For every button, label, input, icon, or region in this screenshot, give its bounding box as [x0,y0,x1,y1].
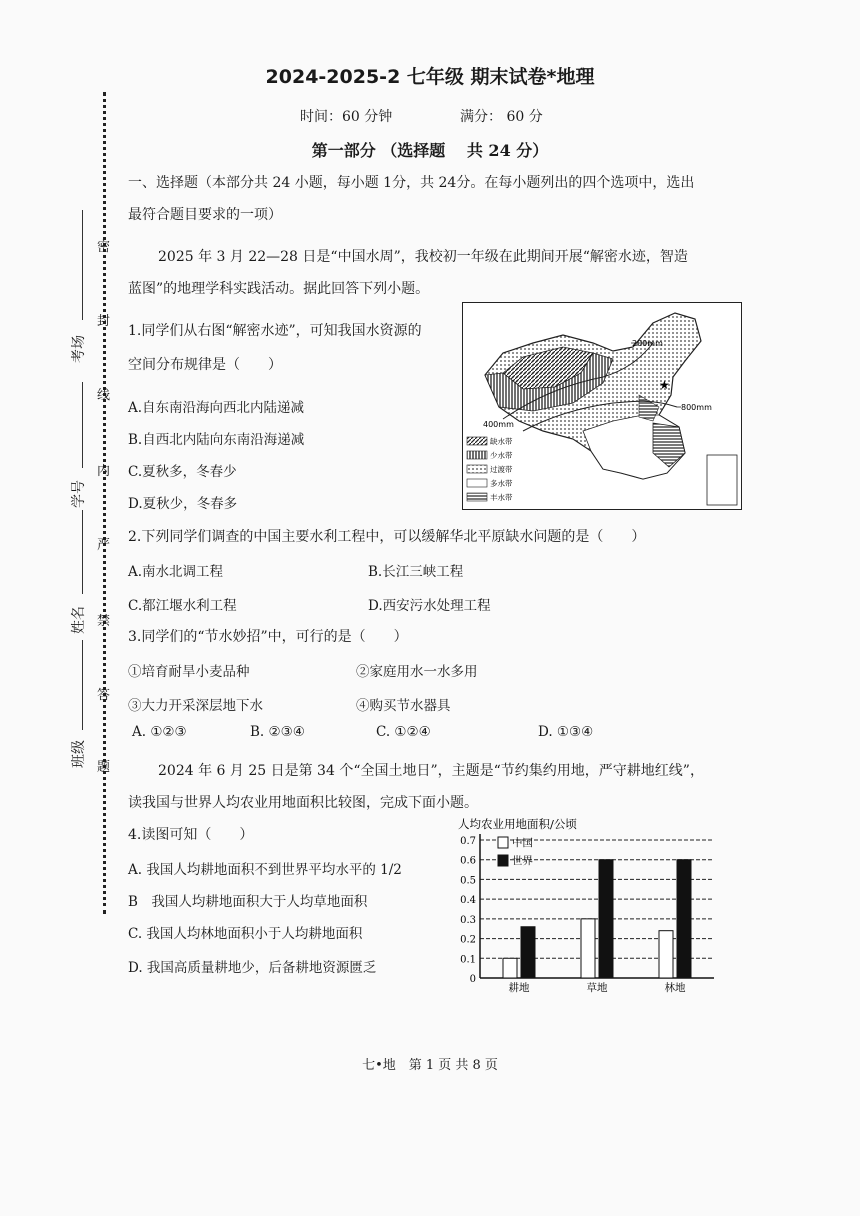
q4-option-a: A. 我国人均耕地面积不到世界平均水平的 1/2 [128,862,402,878]
china-map-figure [463,303,741,509]
bar-世界-耕地 [521,927,535,978]
q1-stem-line2: 空间分布规律是（ ） [128,357,282,373]
class-label: 班级 [71,740,87,768]
y-tick-label: 0 [469,974,476,985]
legend-swatch [498,837,508,848]
exam-room-label: 考场 [71,335,87,363]
part-heading: 第一部分 （选择题 共 24 分） [311,141,549,160]
legend-label: 世界 [512,855,533,867]
star-icon: ★ [659,378,670,392]
section-intro-line1: 一、选择题（本部分共 24 小题，每小题 1分，共 24分。在每小题列出的四个选项中，选出 [128,175,695,191]
category-label: 草地 [586,982,608,994]
y-tick-label: 0.3 [460,914,476,926]
y-tick-label: 0.6 [460,855,476,867]
bar-中国-林地 [659,931,673,978]
q3-option-b: B. ②③④ [250,724,305,740]
q4-option-d: D. 我国高质量耕地少，后备耕地资源匮乏 [128,960,377,976]
seal-char: 题 [97,760,111,775]
seal-line [103,92,106,914]
y-tick-label: 0.4 [460,895,476,907]
passage1-line1: 2025 年 3 月 22—28 日是“中国水周”，我校初一年级在此期间开展“解密水迹，智造 [158,249,688,265]
legend-label: 中国 [512,837,533,849]
bar-中国-耕地 [503,958,517,978]
legend-item: 过渡带 [490,465,513,474]
seal-char: 密 [97,240,111,255]
q3-option-a: A. ①②③ [132,724,187,740]
q1-option-a: A.自东南沿海向西北内陆递减 [128,400,305,416]
student-id-label: 学号 [71,480,87,508]
page-footer: 七•地 第 1 页 共 8 页 [362,1058,498,1073]
isoline-800-label: 800mm [681,403,712,412]
bar-世界-林地 [677,860,691,978]
land-use-chart [452,816,722,994]
seal-char: 答 [97,688,111,703]
q1-stem-line1: 1.同学们从右图“解密水迹”，可知我国水资源的 [128,323,422,339]
exam-room-line [82,210,83,320]
legend-swatch [498,855,508,866]
seal-char: 内 [97,464,111,479]
isoline-400-label: 400mm [483,420,514,429]
q2-option-c: C.都江堰水利工程 [128,598,237,614]
passage1-line2: 蓝图”的地理学科实践活动。据此回答下列小题。 [128,281,430,297]
bar-中国-草地 [581,919,595,978]
seal-char: 严 [97,538,111,553]
q1-option-c: C.夏秋多，冬春少 [128,464,237,480]
q3-option-c: C. ①②④ [376,724,431,740]
q1-option-b: B.自西北内陆向东南沿海递减 [128,432,305,448]
legend-item: 缺水带 [490,437,513,446]
q2-stem: 2.下列同学们调查的中国主要水利工程中，可以缓解华北平原缺水问题的是（ ） [128,529,646,545]
seal-char: 线 [97,388,111,403]
category-label: 林地 [664,982,686,994]
q3-item-2: ②家庭用水一水多用 [356,664,478,680]
passage2-line2: 读我国与世界人均农业用地面积比较图，完成下面小题。 [128,795,478,811]
name-line [82,510,83,594]
y-tick-label: 0.1 [460,954,476,966]
passage2-line1: 2024 年 6 月 25 日是第 34 个“全国土地日”，主题是“节约集约用地，严守耕地红线”， [158,763,704,779]
category-label: 耕地 [508,982,530,994]
class-line [82,640,83,730]
legend-item: 少水带 [490,451,513,460]
isoline-200-label: 200mm [632,339,663,348]
q2-option-d: D.西安污水处理工程 [368,598,491,614]
q3-item-1: ①培育耐旱小麦品种 [128,664,250,680]
seal-char: 禁 [97,614,111,629]
chart-title: 人均农业用地面积/公顷 [458,817,577,831]
bar-chart-svg [452,816,722,994]
legend-item: 丰水带 [490,493,513,502]
exam-time: 时间：60 分钟 [300,109,393,125]
section-intro-line2: 最符合题目要求的一项） [128,207,282,223]
q3-item-3: ③大力开采深层地下水 [128,698,263,714]
exam-title: 2024-2025-2 七年级 期末试卷*地理 [265,66,595,88]
seal-char: 封 [97,314,111,329]
y-tick-label: 0.5 [460,875,476,887]
q4-stem: 4.读图可知（ ） [128,827,254,843]
q4-option-b: B 我国人均耕地面积大于人均草地面积 [128,894,368,910]
q4-option-c: C. 我国人均林地面积小于人均耕地面积 [128,926,363,942]
q3-item-4: ④购买节水器具 [356,698,451,714]
q3-option-d: D. ①③④ [538,724,594,740]
q3-stem: 3.同学们的“节水妙招”中，可行的是（ ） [128,629,408,645]
water-zone-map [462,302,742,510]
student-id-line [82,382,83,468]
q1-option-d: D.夏秋少，冬春多 [128,496,238,512]
inset-map [707,455,737,505]
legend-item: 多水带 [490,479,513,488]
y-tick-label: 0.7 [460,836,476,847]
q2-option-b: B.长江三峡工程 [368,564,464,580]
exam-score: 满分： 60 分 [460,109,543,125]
q2-option-a: A.南水北调工程 [128,564,224,580]
bar-世界-草地 [599,860,613,978]
name-label: 姓名 [71,606,87,634]
y-tick-label: 0.2 [460,934,476,946]
